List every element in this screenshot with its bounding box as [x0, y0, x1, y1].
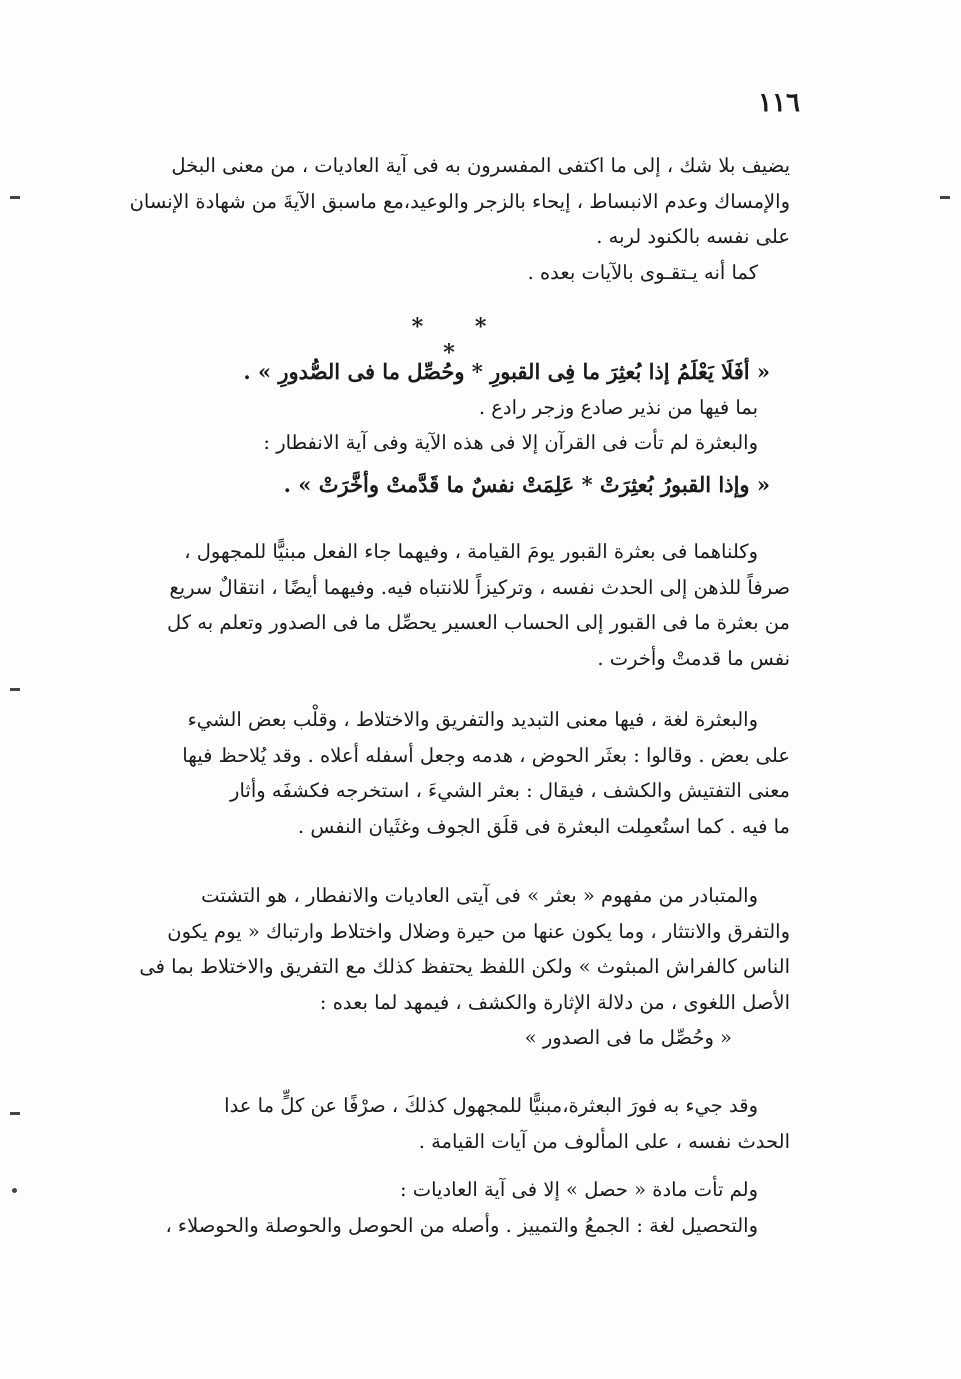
- scan-margin-mark: [10, 196, 20, 199]
- text-line: والمتبادر من مفهوم « بعثر » فى آيتى العاديات والانفطار ، هو التشتت: [201, 884, 758, 907]
- text-line: الحدث نفسه ، على المألوف من آيات القيامة .: [418, 1129, 790, 1153]
- text-line: والبعثرة لم تأت فى القرآن إلا فى هذه الآية وفى آية الانفطار :: [263, 431, 758, 454]
- quran-verse: « وحُصِّل ما فى الصدور »: [524, 1026, 732, 1049]
- text-line: يضيف بلا شك ، إلى ما اكتفى المفسرون به فى آية العاديات ، من معنى البخل: [171, 154, 790, 177]
- quran-verse: « وإذا القبورُ بُعثِرَتْ * عَلِمَتْ نفسٌ ما قَدَّمتْ وأخَّرَتْ » .: [283, 471, 770, 497]
- page-number: ١١٦: [758, 88, 800, 118]
- text-line: نفس ما قدمتْ وأخرت .: [597, 646, 790, 670]
- text-line: الناس كالفراش المبثوث » ولكن اللفظ يحتفظ كذلك مع التفريق والاختلاط بما فى: [139, 955, 790, 978]
- quran-verse: « أفَلَا يَعْلَمُ إذا بُعثِرَ ما فِى القبورِ * وحُصِّل ما فى الصُّدورِ » .: [243, 359, 770, 384]
- text-line: والإمساك وعدم الانبساط ، إيحاء بالزجر والوعيد،مع ماسبق الآيةَ من شهادة الإنسان: [129, 189, 790, 213]
- paragraph-7: [100, 1172, 790, 1243]
- text-line: بما فيها من نذير صادع وزجر رادع .: [478, 395, 758, 419]
- paragraph-3: [100, 534, 790, 676]
- text-line: والتحصيل لغة : الجمعُ والتمييز . وأصله من الحوصل والحوصلة والحوصلاء ،: [165, 1213, 758, 1237]
- text-line: ما فيه . كما استُعمِلت البعثرة فى قلَق الجوف وغثَيان النفس .: [297, 814, 790, 838]
- text-line: على نفسه بالكنود لربه .: [596, 225, 790, 248]
- text-line: على بعض . وقالوا : بعثَر الحوض ، هدمه وجعل أسفله أعلاه . وقد يُلاحظ فيها: [182, 743, 790, 767]
- text-line: والتفرق والانتثار ، وما يكون عنها من حيرة وضلال واختلاط وارتباك « يوم يكون: [167, 919, 790, 943]
- text-line: والبعثرة لغة ، فيها معنى التبديد والتفريق والاختلاط ، وقلْب بعض الشيء: [187, 708, 758, 731]
- scan-margin-mark: [940, 196, 950, 199]
- text-line: ولم تأت مادة « حصل » إلا فى آية العاديات :: [399, 1178, 758, 1201]
- text-line: معنى التفتيش والكشف ، فيقال : بعثر الشيءَ ، استخرجه فكشفَه وأثار: [230, 779, 790, 802]
- text-line: وقد جيء به فورَ البعثرة،مبنيًّا للمجهول كذلكَ ، صرْفًا عن كلٍّ ما عدا: [224, 1094, 758, 1117]
- section-separator: * * *: [411, 314, 509, 366]
- text-line: من بعثرة ما فى القبور إلى الحساب العسير يحصِّل ما فى الصدور وتعلم به كل: [167, 611, 790, 634]
- scan-margin-mark: [10, 688, 20, 691]
- paragraph-4: [100, 702, 790, 844]
- paragraph-1: [100, 148, 790, 290]
- scan-margin-mark: [12, 1188, 17, 1193]
- text-line: صرفاً للذهن إلى الحدث نفسه ، وتركيزاً للانتباه فيه. وفيهما أيضًا ، انتقالٌ سريع: [169, 575, 790, 599]
- paragraph-6: [100, 1088, 790, 1159]
- scan-margin-mark: [10, 1112, 20, 1115]
- paragraph-5: [100, 878, 790, 1056]
- text-line: وكلناهما فى بعثرة القبور يومَ القيامة ، وفيهما جاء الفعل مبنيًّا للمجهول ،: [184, 540, 758, 563]
- text-line: كما أنه يـتقـوى بالآيات بعده .: [527, 260, 758, 284]
- text-line: الأصل اللغوى ، من دلالة الإثارة والكشف ، فيمهد لما بعده :: [319, 990, 790, 1014]
- paragraph-2: [100, 354, 790, 502]
